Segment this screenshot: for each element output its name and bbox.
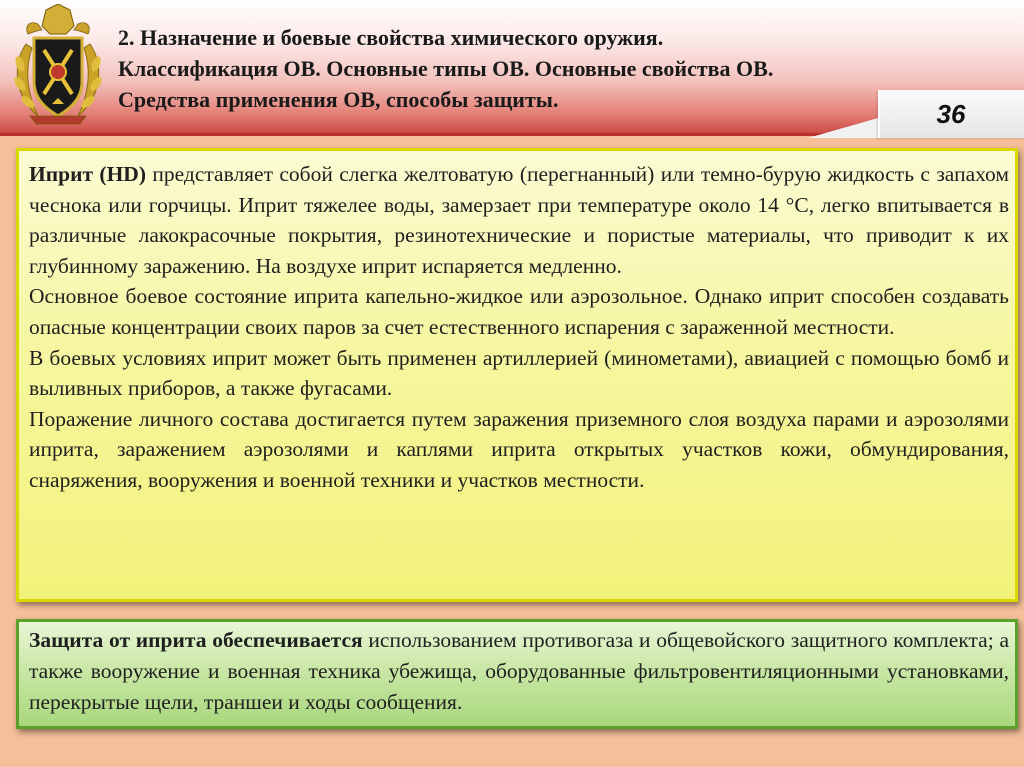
paragraph-1 [29,159,1009,281]
paragraph-2-text: Основное боевое состояние иприта капельно-жидкое или аэрозольное. Однако иприт способен создавать опасные концентрации своих паров за счет естественного испарения с зараженной местности. [29,284,1009,339]
page-number-tab-notch [808,118,878,138]
page-number: 36 [936,99,966,129]
yperite-description-box [16,148,1018,602]
title-line-1: 2. Назначение и боевые свойства химического оружия. [118,25,664,50]
term-yperite: Иприт (HD) [29,162,146,186]
protection-text: использованием противогаза и общевойского защитного комплекта; а также вооружение и военная техника убежища, оборудованные фильтровентиляционными установками, перекрытые щели, траншеи и ходы сообщения. [29,628,1009,714]
military-academy-emblem-icon [8,4,108,128]
protection-paragraph [29,625,1009,718]
paragraph-4-text: Поражение личного состава достигается путем заражения приземного слоя воздуха парами и аэрозолями иприта, заражением аэрозолями и каплями иприта открытых участков кожи, обмундирования, снаряжения, вооружения и военной техники и участков местности. [29,406,1009,492]
title-line-2: Классификация ОВ. Основные типы ОВ. Основные свойства ОВ. [118,56,774,81]
paragraph-3 [29,343,1009,404]
paragraph-1-text: представляет собой слегка желтоватую (перегнанный) или темно-бурую жидкость с запахом чеснока или горчицы. Иприт тяжелее воды, замерзает при температуре около 14 °С, легко впитывается в различные лакокрасочные покрытия, резинотехнические и пористые материалы, что приводит к их глубинному заражению. На воздухе иприт испаряется медленно. [29,162,1009,278]
paragraph-4 [29,404,1009,496]
paragraph-3-text: В боевых условиях иприт может быть применен артиллерией (минометами), авиацией с помощью бомб и выливных приборов, а также фугасами. [29,345,1009,401]
slide-title [118,22,908,115]
protection-box [16,619,1018,729]
title-line-3: Средства применения ОВ, способы защиты. [118,87,559,112]
protection-lead: Защита от иприта обеспечивается [29,628,363,652]
paragraph-2 [29,281,1009,342]
